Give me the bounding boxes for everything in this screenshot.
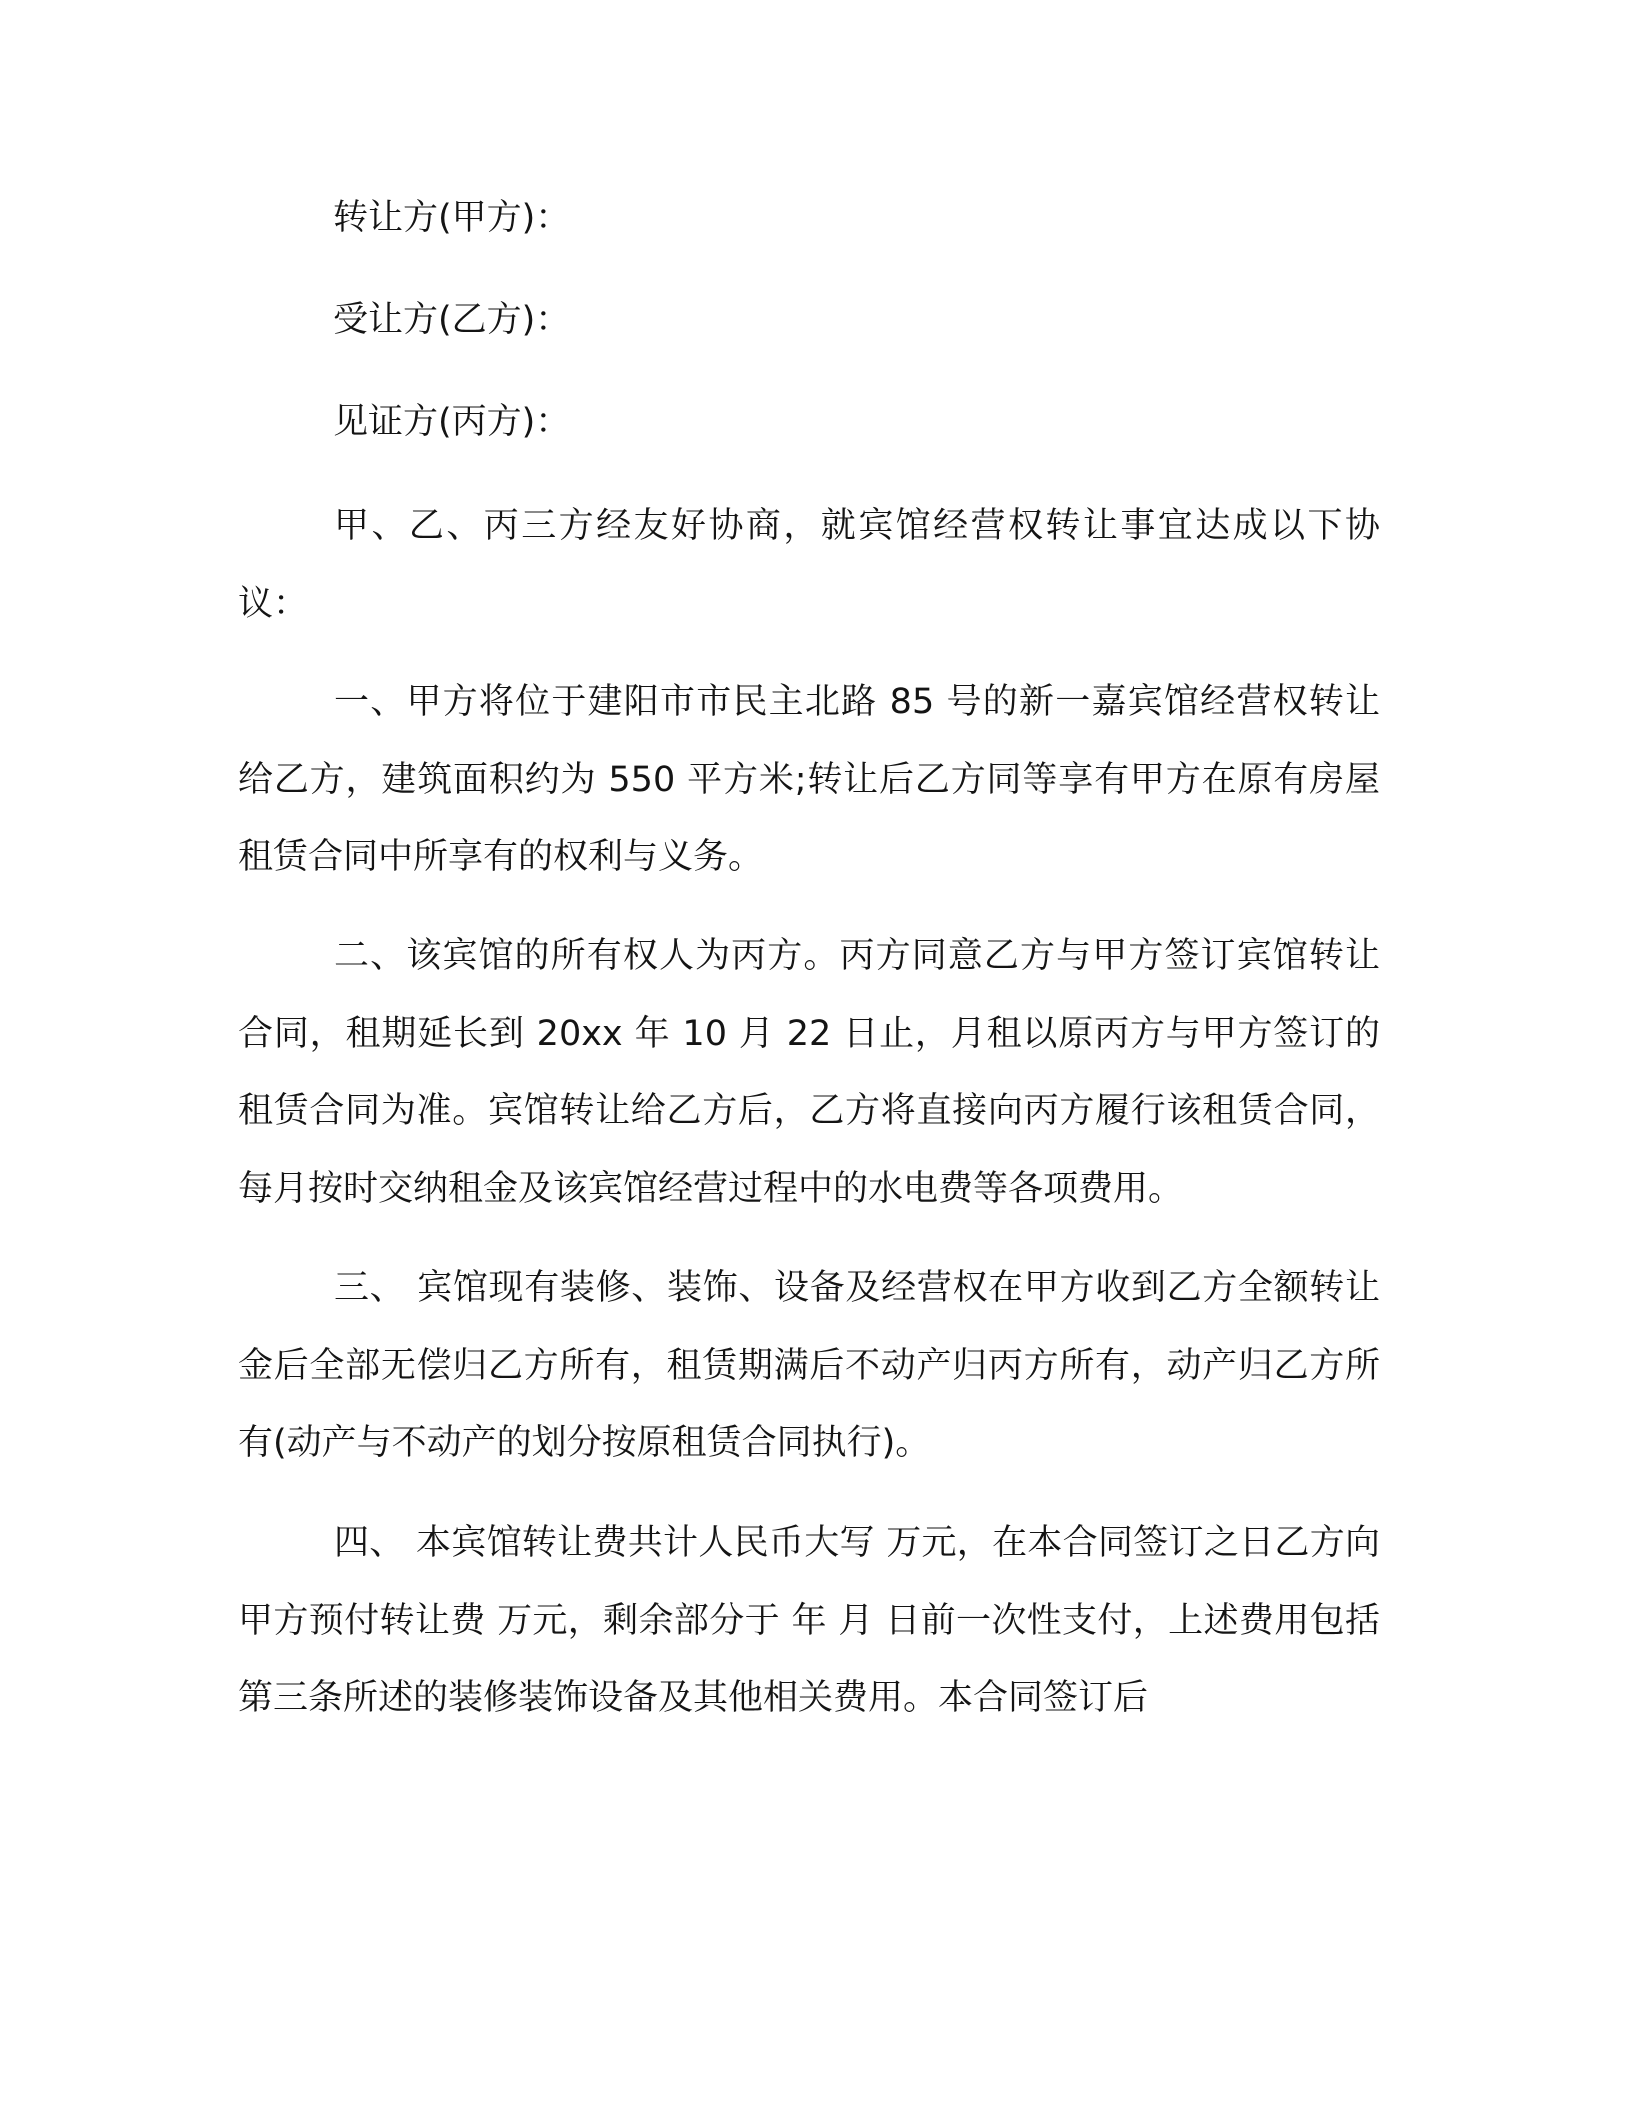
clause-4-paragraph: 四、 本宾馆转让费共计人民币大写 万元，在本合同签订之日乙方向甲方预付转让费 万元，剩余部分于 年 月 日前一次性支付，上述费用包括第三条所述的装修装饰设备及其他相关费用。本合同签订后 bbox=[238, 1523, 1380, 1718]
clause-2-paragraph: 二、该宾馆的所有权人为丙方。丙方同意乙方与甲方签订宾馆转让合同，租期延长到 20xx 年 10 月 22 日止，月租以原丙方与甲方签订的租赁合同为准。宾馆转让给乙方后，乙方将直接向丙方履行该租赁合同，每月按时交纳租金及该宾馆经营过程中的水电费等各项费用。 bbox=[238, 936, 1380, 1209]
clause-3-paragraph: 三、 宾馆现有装修、装饰、设备及经营权在甲方收到乙方全额转让金后全部无偿归乙方所有，租赁期满后不动产归丙方所有，动产归乙方所有(动产与不动产的划分按原租赁合同执行)。 bbox=[238, 1268, 1380, 1463]
transferor-line: 转让方(甲方)： bbox=[333, 198, 571, 238]
intro-paragraph: 甲、乙、丙三方经友好协商，就宾馆经营权转让事宜达成以下协议： bbox=[238, 506, 1380, 624]
transferee-line: 受让方(乙方)： bbox=[333, 300, 571, 340]
witness-line: 见证方(丙方)： bbox=[333, 402, 571, 442]
clause-1-paragraph: 一、甲方将位于建阳市市民主北路 85 号的新一嘉宾馆经营权转让给乙方，建筑面积约为 550 平方米;转让后乙方同等享有甲方在原有房屋租赁合同中所享有的权利与义务。 bbox=[238, 682, 1380, 877]
